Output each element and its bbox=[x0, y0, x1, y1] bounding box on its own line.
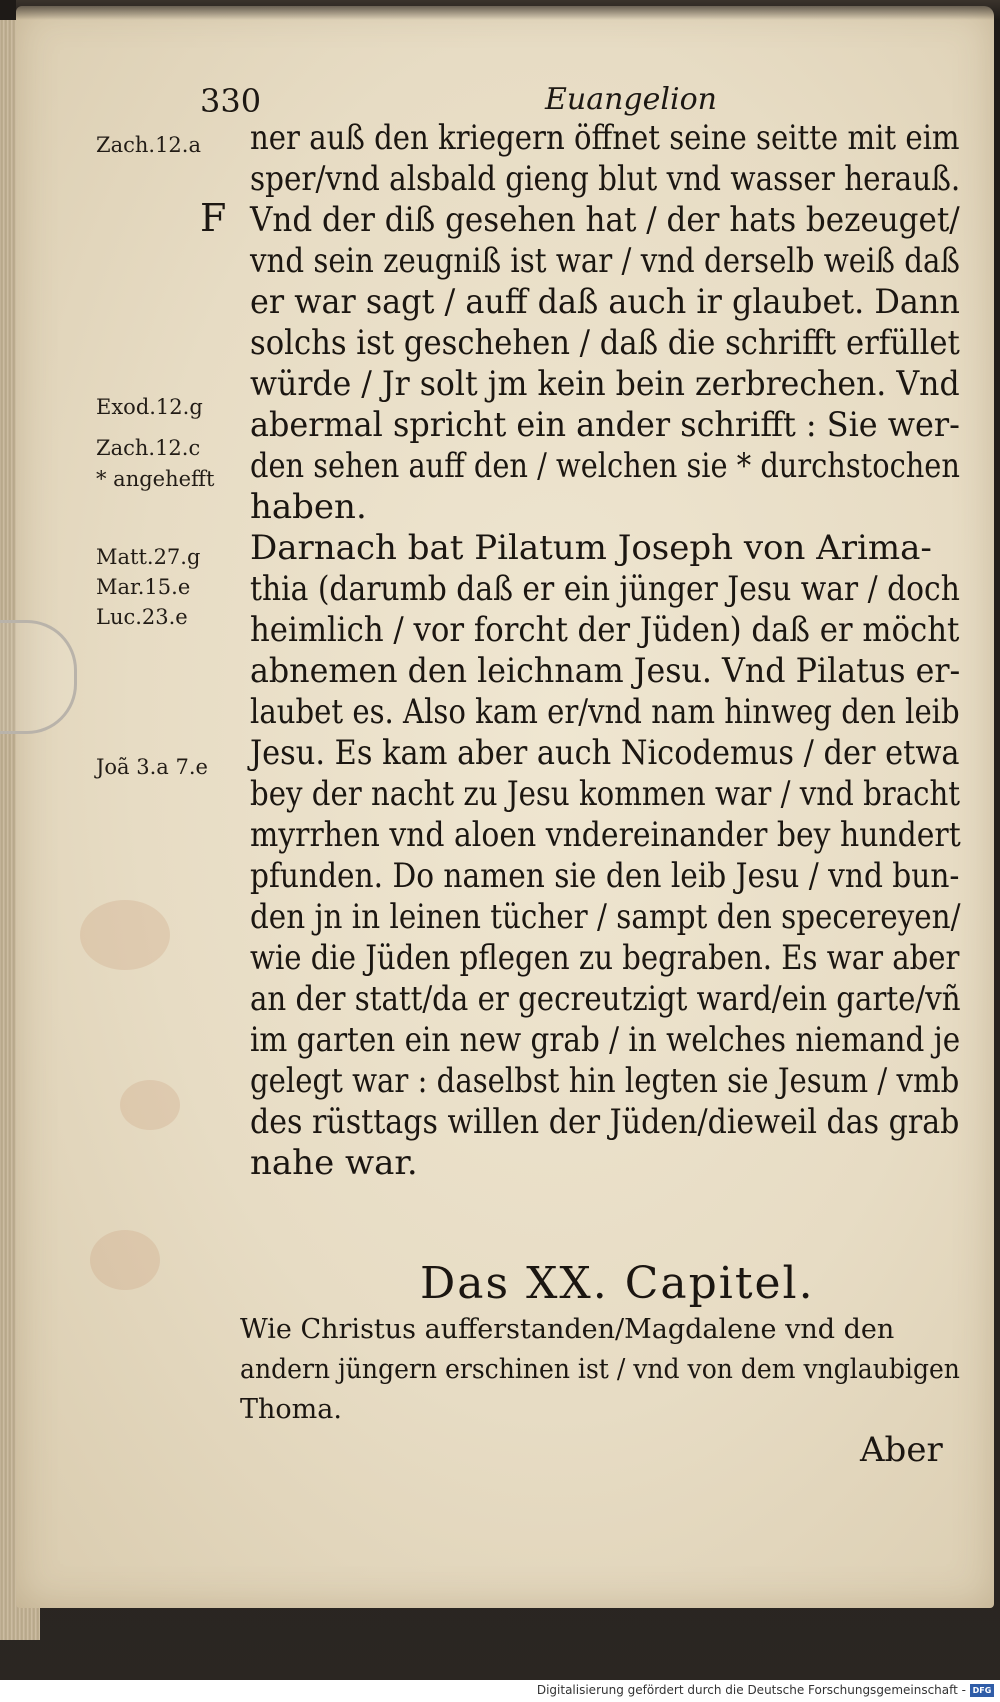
page-top-shadow bbox=[16, 0, 1000, 20]
text-line: er war sagt / auff daß auch ir glaubet. Dann bbox=[250, 282, 960, 322]
text-line: thia (darumb daß er ein jünger Jesu war / doch bbox=[250, 569, 960, 609]
summary-line: Wie Christus aufferstanden/Magdalene vnd den bbox=[240, 1314, 895, 1345]
text-line: abermal spricht ein ander schrifft : Sie wer- bbox=[250, 405, 960, 445]
text-line: Vnd der diß gesehen hat / der hats bezeuget/ bbox=[250, 200, 960, 240]
margin-note: Joã 3.a 7.e bbox=[96, 755, 208, 779]
stain bbox=[80, 900, 170, 970]
text-line: im garten ein new grab / in welches niemand je bbox=[250, 1020, 961, 1060]
page-number: 330 bbox=[200, 82, 262, 120]
text-line: wie die Jüden pflegen zu begraben. Es war aber bbox=[250, 938, 960, 978]
text-line: bey der nacht zu Jesu kommen war / vnd bracht bbox=[250, 774, 961, 814]
summary-line: andern jüngern erschinen ist / vnd von dem vnglaubigen bbox=[240, 1354, 960, 1385]
text-line: pfunden. Do namen sie den leib Jesu / vnd bun- bbox=[250, 856, 960, 896]
margin-note: Zach.12.c bbox=[96, 436, 201, 460]
text-line: abnemen den leichnam Jesu. Vnd Pilatus er- bbox=[250, 651, 961, 691]
margin-note: Luc.23.e bbox=[96, 605, 188, 629]
catchword: Aber bbox=[860, 1430, 943, 1470]
text-line: myrrhen vnd aloen vndereinander bey hundert bbox=[250, 815, 961, 855]
margin-note: Zach.12.a bbox=[96, 133, 201, 157]
chapter-heading: Das XX. Capitel. bbox=[420, 1258, 815, 1309]
text-line: solchs ist geschehen / daß die schrifft erfüllet bbox=[250, 323, 960, 363]
text-line: des rüsttags willen der Jüden/dieweil das grab bbox=[250, 1102, 960, 1142]
main-text bbox=[250, 118, 960, 1184]
stain bbox=[120, 1080, 180, 1130]
dfg-logo: DFG bbox=[970, 1684, 994, 1697]
text-line: laubet es. Also kam er/vnd nam hinweg den leib bbox=[250, 692, 960, 732]
text-line: vnd sein zeugniß ist war / vnd derselb weiß daß bbox=[250, 241, 960, 281]
footer-credit: Digitalisierung gefördert durch die Deutsche Forschungsgemeinschaft - bbox=[536, 1683, 966, 1697]
text-line: an der statt/da er gecreutzigt ward/ein garte/vñ bbox=[250, 979, 961, 1019]
margin-note: Exod.12.g bbox=[96, 395, 203, 419]
text-line: ner auß den kriegern öffnet seine seitte mit eim bbox=[250, 118, 960, 158]
stain bbox=[90, 1230, 160, 1290]
text-line: den jn in leinen tücher / sampt den specereyen/ bbox=[250, 897, 961, 937]
margin-note: * angehefft bbox=[96, 467, 215, 491]
text-line: heimlich / vor forcht der Jüden) daß er möcht bbox=[250, 610, 960, 650]
text-line: würde / Jr solt jm kein bein zerbrechen. Vnd bbox=[250, 364, 960, 404]
text-line: den sehen auff den / welchen sie * durchstochen bbox=[250, 446, 960, 486]
summary-line: Thoma. bbox=[240, 1394, 342, 1425]
chapter-summary bbox=[240, 1310, 960, 1430]
text-line: sper/vnd alsbald gieng blut vnd wasser herauß. bbox=[250, 159, 961, 199]
text-line: gelegt war : daselbst hin legten sie Jesum / vmb bbox=[250, 1061, 960, 1101]
text-line: nahe war. bbox=[250, 1143, 418, 1183]
text-line: Jesu. Es kam aber auch Nicodemus / der etwa bbox=[250, 733, 960, 773]
margin-note: Matt.27.g bbox=[96, 545, 201, 569]
text-line: haben. bbox=[250, 487, 367, 527]
text-line: Darnach bat Pilatum Joseph von Arima- bbox=[250, 528, 932, 568]
margin-note: Mar.15.e bbox=[96, 575, 191, 599]
running-head: Euangelion bbox=[545, 82, 717, 117]
section-letter: F bbox=[200, 196, 227, 240]
